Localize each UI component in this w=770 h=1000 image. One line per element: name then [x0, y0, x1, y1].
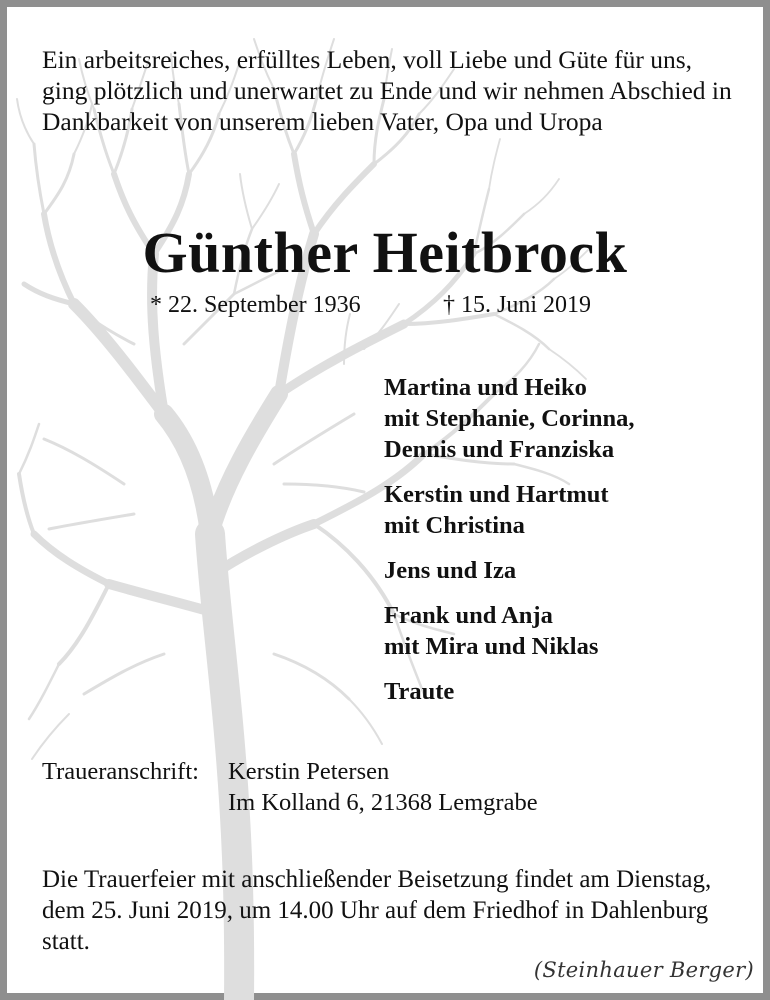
address-street: Im Kolland 6, 21368 Lemgrabe — [228, 789, 538, 816]
family-line: Frank und Anja — [384, 602, 553, 629]
family-group-traute — [384, 676, 744, 707]
birth-date: * 22. September 1936 — [150, 292, 361, 318]
mourning-address — [42, 756, 742, 818]
family-group-frank — [384, 600, 744, 662]
family-line: mit Mira und Niklas — [384, 633, 599, 660]
family-group-jens — [384, 555, 744, 586]
stonemason-signature: (Steinhauer Berger) — [533, 958, 754, 982]
family-group-kerstin — [384, 479, 744, 541]
deceased-name: Günther Heitbrock — [142, 220, 628, 285]
service-announcement: Die Trauerfeier mit anschließender Beisetzung findet am Dienstag, dem 25. Juni 2019, um 14.00 Uhr auf dem Friedhof in Dahlenburg statt. — [42, 866, 712, 955]
family-line: Martina und Heiko — [384, 374, 587, 401]
family-line: mit Stephanie, Corinna, — [384, 405, 635, 432]
family-line: Traute — [384, 678, 455, 705]
address-name: Kerstin Petersen — [228, 758, 390, 785]
address-label: Traueranschrift: — [42, 758, 199, 785]
intro-text: Ein arbeitsreiches, erfülltes Leben, voll Liebe und Güte für uns, ging plötzlich und unerwartet zu Ende und wir nehmen Abschied in Dankbarkeit von unserem lieben Vater, Opa und Uropa — [42, 45, 732, 136]
family-list — [384, 372, 744, 721]
family-line: mit Christina — [384, 512, 525, 539]
family-line: Kerstin und Hartmut — [384, 481, 609, 508]
death-date: † 15. Juni 2019 — [443, 292, 592, 318]
family-line: Jens und Iza — [384, 557, 517, 584]
family-line: Dennis und Franziska — [384, 436, 615, 463]
family-group-martina — [384, 372, 744, 465]
